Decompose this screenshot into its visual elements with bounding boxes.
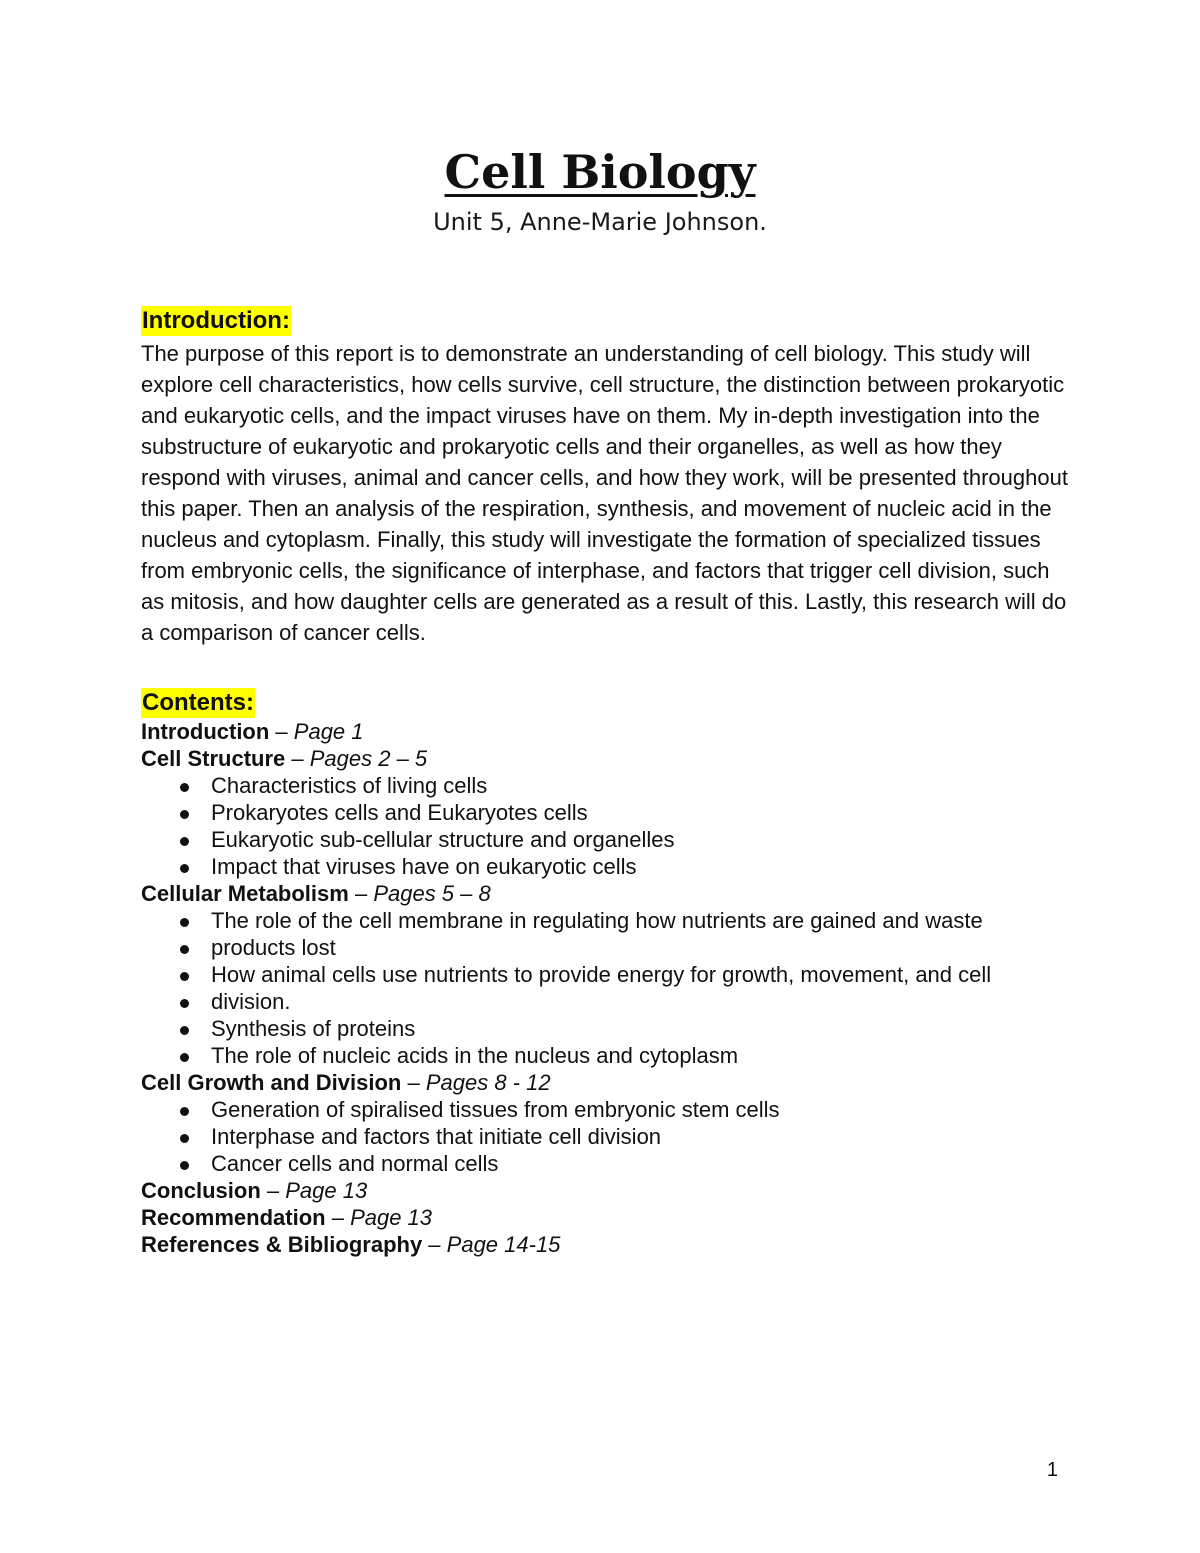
list-item-text: Generation of spiralised tissues from embryonic stem cells bbox=[211, 1097, 780, 1122]
list-item-text: The role of nucleic acids in the nucleus and cytoplasm bbox=[211, 1043, 739, 1068]
list-item bbox=[211, 826, 1071, 853]
toc-separator: – bbox=[285, 746, 310, 771]
toc-separator: – bbox=[401, 1070, 426, 1095]
toc-entry bbox=[141, 1231, 1071, 1258]
bullet-icon bbox=[180, 945, 189, 954]
introduction-paragraph: The purpose of this report is to demonstrate an understanding of cell biology. This study will explore cell characteristics, how cells survive, cell structure, the distinction between prokaryotic and eukaryotic cells, and the impact viruses have on them. My in-depth investigation into the substructure of eukaryotic and prokaryotic cells and their organelles, as well as how they respond with viruses, animal and cancer cells, and how they work, will be presented throughout this paper. Then an analysis of the respiration, synthesis, and movement of nucleic acid in the nucleus and cytoplasm. Finally, this study will investigate the formation of specialized tissues from embryonic cells, the significance of interphase, and factors that trigger cell division, such as mitosis, and how daughter cells are generated as a result of this. Lastly, this research will do a comparison of cancer cells. bbox=[141, 341, 1068, 645]
list-item-text: The role of the cell membrane in regulating how nutrients are gained and waste bbox=[211, 908, 983, 933]
list-item bbox=[211, 1096, 1071, 1123]
list-item bbox=[211, 907, 1071, 934]
document-subtitle: Unit 5, Anne-Marie Johnson. bbox=[433, 208, 767, 236]
toc-section-pages: Page 13 bbox=[285, 1178, 368, 1203]
toc-subitems bbox=[141, 1096, 1071, 1177]
list-item-text: Eukaryotic sub-cellular structure and organelles bbox=[211, 827, 675, 852]
toc-section-title: Conclusion bbox=[141, 1178, 261, 1203]
contents-heading: Contents: bbox=[142, 689, 254, 716]
toc-entry bbox=[141, 880, 1071, 1069]
toc-section-pages: Page 14-15 bbox=[446, 1232, 561, 1257]
document-body bbox=[141, 306, 1071, 1258]
toc-separator: – bbox=[325, 1205, 351, 1230]
page-number: 1 bbox=[1046, 1459, 1058, 1481]
bullet-icon bbox=[180, 1134, 189, 1143]
bullet-icon bbox=[180, 1053, 189, 1062]
list-item bbox=[211, 1123, 1071, 1150]
bullet-icon bbox=[180, 783, 189, 792]
list-item-text: Synthesis of proteins bbox=[211, 1016, 416, 1041]
bullet-icon bbox=[180, 837, 189, 846]
list-item-text: division. bbox=[211, 989, 291, 1014]
list-item bbox=[211, 1042, 1071, 1069]
toc-entry bbox=[141, 1069, 1071, 1177]
toc-separator: – bbox=[269, 719, 294, 744]
list-item-text: How animal cells use nutrients to provide energy for growth, movement, and cell bbox=[211, 962, 992, 987]
toc-separator: – bbox=[422, 1232, 447, 1257]
toc-separator: – bbox=[348, 881, 374, 906]
list-item-text: Impact that viruses have on eukaryotic cells bbox=[211, 854, 637, 879]
bullet-icon bbox=[180, 972, 189, 981]
document-title: Cell Biology bbox=[444, 145, 756, 199]
bullet-icon bbox=[180, 999, 189, 1008]
toc-section-title: Cell Structure bbox=[141, 746, 286, 771]
list-item-text: Interphase and factors that initiate cell division bbox=[211, 1124, 662, 1149]
bullet-icon bbox=[180, 1161, 189, 1170]
toc-separator: – bbox=[260, 1178, 286, 1203]
list-item-text: Characteristics of living cells bbox=[211, 773, 488, 798]
toc-entry bbox=[141, 745, 1071, 880]
list-item bbox=[211, 1150, 1071, 1177]
list-item bbox=[211, 799, 1071, 826]
contents-section bbox=[141, 688, 1071, 1258]
bullet-icon bbox=[180, 1107, 189, 1116]
bullet-icon bbox=[180, 1026, 189, 1035]
toc-section-title: Introduction bbox=[141, 719, 270, 744]
table-of-contents bbox=[141, 718, 1071, 1258]
toc-section-pages: Pages 8 - 12 bbox=[425, 1070, 551, 1095]
toc-section-pages: Page 1 bbox=[293, 719, 364, 744]
toc-section-title: Cell Growth and Division bbox=[141, 1070, 402, 1095]
toc-subitems bbox=[141, 907, 1071, 1069]
list-item bbox=[211, 961, 1071, 988]
list-item bbox=[211, 988, 1071, 1015]
bullet-icon bbox=[180, 918, 189, 927]
toc-section-title: References & Bibliography bbox=[141, 1232, 423, 1257]
toc-entry bbox=[141, 1177, 1071, 1204]
list-item-text: Prokaryotes cells and Eukaryotes cells bbox=[211, 800, 588, 825]
toc-section-pages: Pages 2 – 5 bbox=[309, 746, 428, 771]
list-item bbox=[211, 772, 1071, 799]
toc-section-title: Recommendation bbox=[141, 1205, 326, 1230]
toc-section-title: Cellular Metabolism bbox=[141, 881, 349, 906]
introduction-section bbox=[141, 306, 1071, 648]
bullet-icon bbox=[180, 810, 189, 819]
list-item-text: products lost bbox=[211, 935, 336, 960]
bullet-icon bbox=[180, 864, 189, 873]
list-item bbox=[211, 853, 1071, 880]
list-item bbox=[211, 934, 1071, 961]
toc-entry bbox=[141, 718, 1071, 745]
toc-section-pages: Page 13 bbox=[350, 1205, 433, 1230]
toc-section-pages: Pages 5 – 8 bbox=[373, 881, 491, 906]
toc-entry bbox=[141, 1204, 1071, 1231]
toc-subitems bbox=[141, 772, 1071, 880]
list-item-text: Cancer cells and normal cells bbox=[211, 1151, 499, 1176]
list-item bbox=[211, 1015, 1071, 1042]
introduction-heading: Introduction: bbox=[142, 307, 290, 334]
